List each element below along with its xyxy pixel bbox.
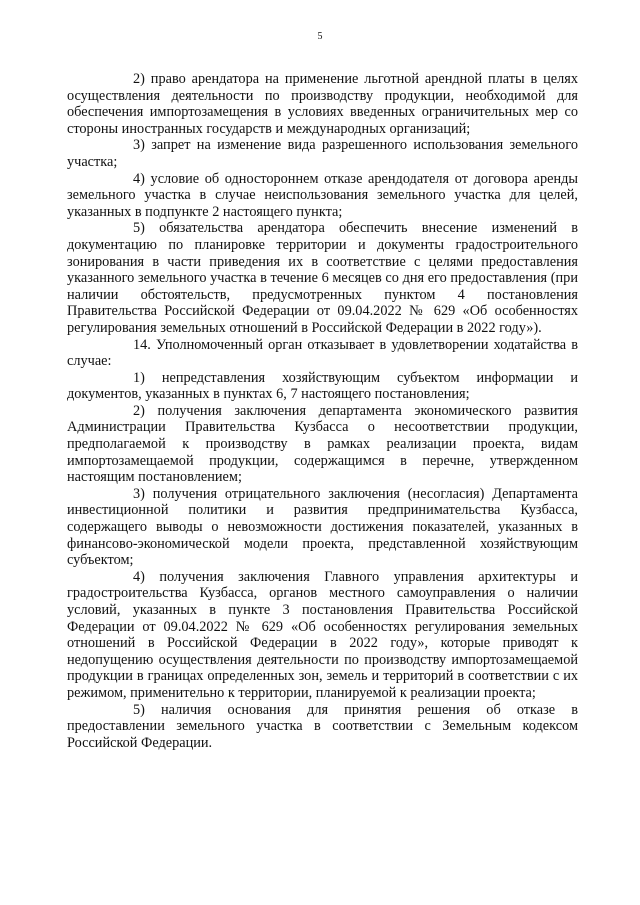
paragraph-14-heading: 14. Уполномоченный орган отказывает в удовлетворении ходатайства в случае: xyxy=(67,336,578,370)
document-body xyxy=(67,71,578,751)
paragraph-13-item-2: 2) право арендатора на применение льготной арендной платы в целях осуществления деятельности по производству продукции, необходимой для обеспечения импортозамещения в условиях введенных ограничительных мер со стороны иностранных государств и международных организаций; xyxy=(67,71,578,137)
paragraph-14-item-4: 4) получения заключения Главного управления архитектуры и градостроительства Кузбасса, органов местного самоуправления о наличии условий, указанных в пункте 3 постановления Правительства Российской Федерации от 09.04.2022 № 629 «Об особенностях регулирования земельных отношений в Российской Федерации в 2022 году», которые приводят к недопущению осуществления деятельности по производству импортозамещаемой продукции в границах определенных зон, земель и территорий в соответствии с их режимом, применительно к территории, планируемой к реализации проекта; xyxy=(67,568,578,701)
paragraph-14-item-2: 2) получения заключения департамента экономического развития Администрации Правительства Кузбасса о несоответствии продукции, предполагаемой к производству в рамках реализации проекта, видам импортозамещаемой продукции, содержащимся в перечне, утвержденном настоящим постановлением; xyxy=(67,402,578,486)
paragraph-14-item-5: 5) наличия основания для принятия решения об отказе в предоставлении земельного участка в соответствии с Земельным кодексом Российской Федерации. xyxy=(67,701,578,751)
paragraph-14-item-1: 1) непредставления хозяйствующим субъектом информации и документов, указанных в пунктах 6, 7 настоящего постановления; xyxy=(67,369,578,403)
paragraph-13-item-3: 3) запрет на изменение вида разрешенного использования земельного участка; xyxy=(67,137,578,170)
paragraph-13-item-5: 5) обязательства арендатора обеспечить внесение изменений в документацию по планировке территории и документы градостроительного зонирования в части приведения их в соответствие с целями предоставления указанного земельного участка в течение 6 месяцев со дня его предоставления (при наличии обстоятельств, предусмотренных пунктом 4 постановления Правительства Российской Федерации от 09.04.2022 № 629 «Об особенностях регулирования земельных отношений в Российской Федерации в 2022 году»). xyxy=(67,220,578,336)
paragraph-14-item-3: 3) получения отрицательного заключения (несогласия) Департамента инвестиционной политики и развития предпринимательства Кузбасса, содержащего выводы о невозможности достижения показателей, указанных в финансово-экономической модели проекта, представленной хозяйствующим субъектом; xyxy=(67,485,578,569)
page-number: 5 xyxy=(317,31,323,42)
paragraph-13-item-4: 4) условие об одностороннем отказе арендодателя от договора аренды земельного участка в случае неиспользования земельного участка для целей, указанных в подпункте 2 настоящего пункта; xyxy=(67,170,578,220)
